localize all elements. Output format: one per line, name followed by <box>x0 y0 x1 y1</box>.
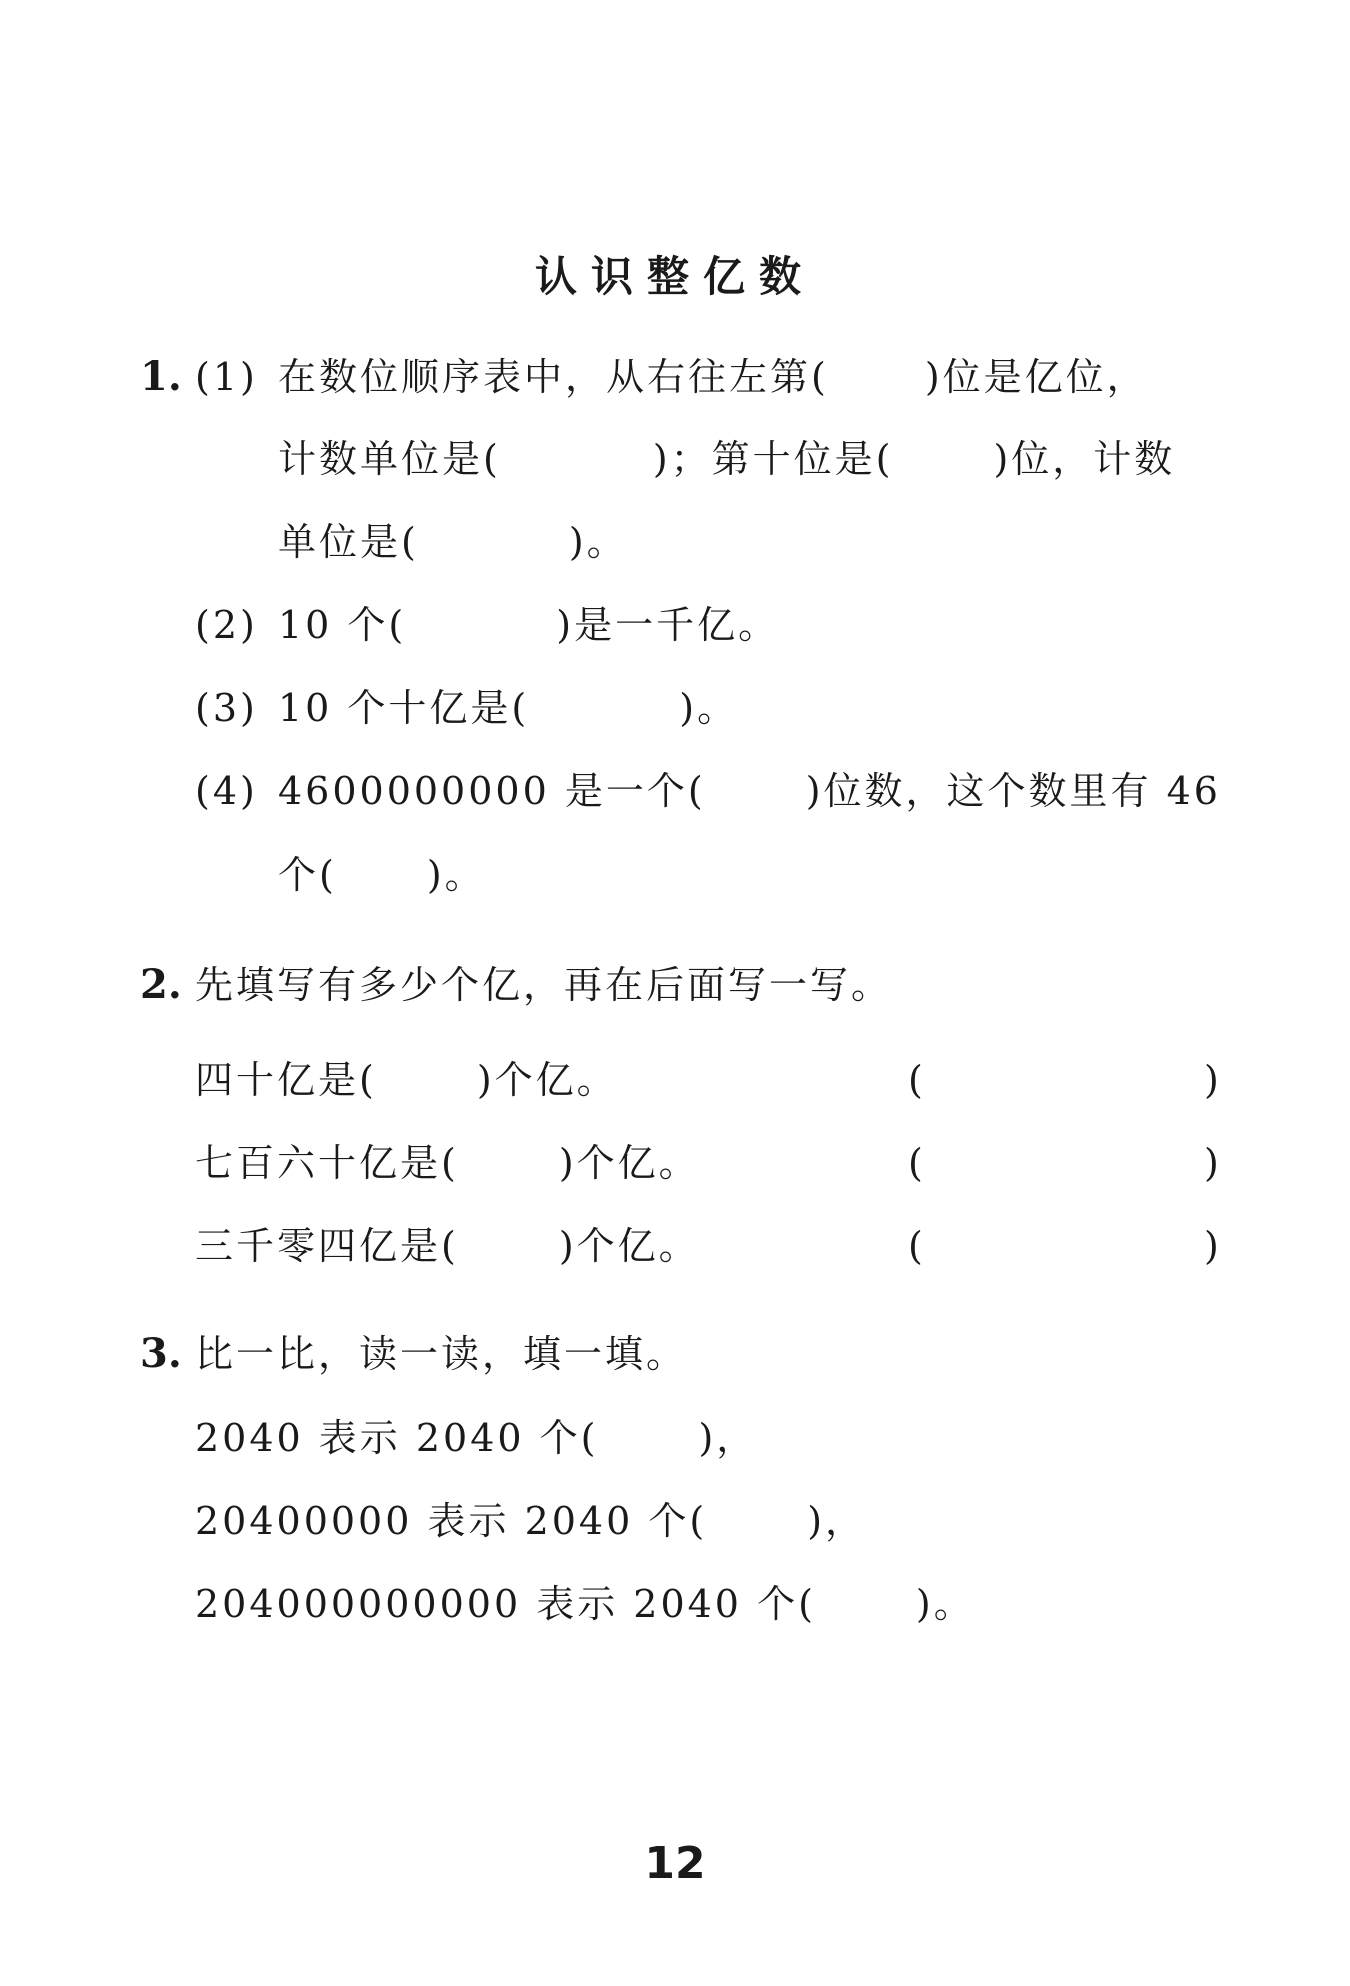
q1-part4-line1 <box>278 766 1221 816</box>
q1-part4-text-c: 个( <box>278 853 337 897</box>
q1-part4-text-b: )位数，这个数里有 46 <box>805 769 1221 813</box>
q1-part1-line1 <box>278 352 1148 402</box>
page-title: 认识整亿数 <box>534 252 815 301</box>
q1-part1-text-b: )位是亿位， <box>924 355 1148 399</box>
q1-part3-label: (3) <box>195 686 258 730</box>
q3-instruction: 比一比，读一读，填一填。 <box>195 1332 688 1376</box>
q1-part4-line2 <box>278 850 486 900</box>
q1-part1-text-d: )；第十位是( <box>652 437 894 481</box>
q3-row-1 <box>195 1413 757 1463</box>
q1-part1-text-a: 在数位顺序表中，从右往左第( <box>278 355 829 399</box>
q2-row-text-a: 三千零四亿是( <box>195 1224 459 1268</box>
q2-row-1 <box>195 1055 618 1105</box>
q3-row-text-a: 2040 表示 2040 个( <box>195 1416 599 1460</box>
q3-row-text-a: 20400000 表示 2040 个( <box>195 1499 708 1543</box>
q1-part3-text-a: 10 个十亿是( <box>278 686 530 730</box>
q1-part2-text-b: )是一千亿。 <box>556 603 780 647</box>
question-1-number: 1. <box>140 353 182 400</box>
q3-row-3 <box>195 1579 975 1629</box>
q2-row-2-close: ) <box>1204 1141 1222 1185</box>
q1-part3-line <box>278 683 738 733</box>
q3-row-2 <box>195 1496 866 1546</box>
page-number: 12 <box>644 1838 706 1889</box>
q1-part1-text-g: )。 <box>568 520 628 564</box>
q1-part2-text-a: 10 个( <box>278 603 407 647</box>
q2-row-1-close: ) <box>1204 1058 1222 1102</box>
q1-part1-text-f: 单位是( <box>278 520 419 564</box>
q2-row-3-open[interactable]: ( <box>908 1224 926 1268</box>
q2-row-text-b: )个亿。 <box>476 1058 618 1102</box>
question-3-number: 3. <box>140 1330 182 1377</box>
q2-row-text-b: )个亿。 <box>558 1141 700 1185</box>
q1-part1-line2 <box>278 434 1175 484</box>
q2-instruction: 先填写有多少个亿，再在后面写一写。 <box>195 963 893 1007</box>
q1-part3-text-b: )。 <box>679 686 739 730</box>
q2-row-2 <box>195 1138 700 1188</box>
q1-part1-text-e: )位，计数 <box>993 437 1176 481</box>
question-2-number: 2. <box>140 961 182 1008</box>
q2-row-2-open[interactable]: ( <box>908 1141 926 1185</box>
q2-row-3-close: ) <box>1204 1224 1222 1268</box>
q2-row-1-open[interactable]: ( <box>908 1058 926 1102</box>
q2-row-text-a: 四十亿是( <box>195 1058 377 1102</box>
q1-part2-label: (2) <box>195 603 258 647</box>
q1-part1-label: (1) <box>195 355 258 399</box>
q1-part4-text-d: )。 <box>426 853 486 897</box>
q3-row-text-a: 204000000000 表示 2040 个( <box>195 1582 816 1626</box>
q2-row-text-b: )个亿。 <box>558 1224 700 1268</box>
q3-row-text-b: )， <box>807 1499 867 1543</box>
q3-row-text-b: )， <box>698 1416 758 1460</box>
q3-row-text-b: )。 <box>915 1582 975 1626</box>
q2-row-3 <box>195 1221 700 1271</box>
q1-part1-line3 <box>278 517 628 567</box>
q1-part2-line <box>278 600 779 650</box>
q1-part1-text-c: 计数单位是( <box>278 437 501 481</box>
q1-part4-text-a: 4600000000 是一个( <box>278 769 706 813</box>
q2-row-text-a: 七百六十亿是( <box>195 1141 459 1185</box>
q1-part4-label: (4) <box>195 769 258 813</box>
